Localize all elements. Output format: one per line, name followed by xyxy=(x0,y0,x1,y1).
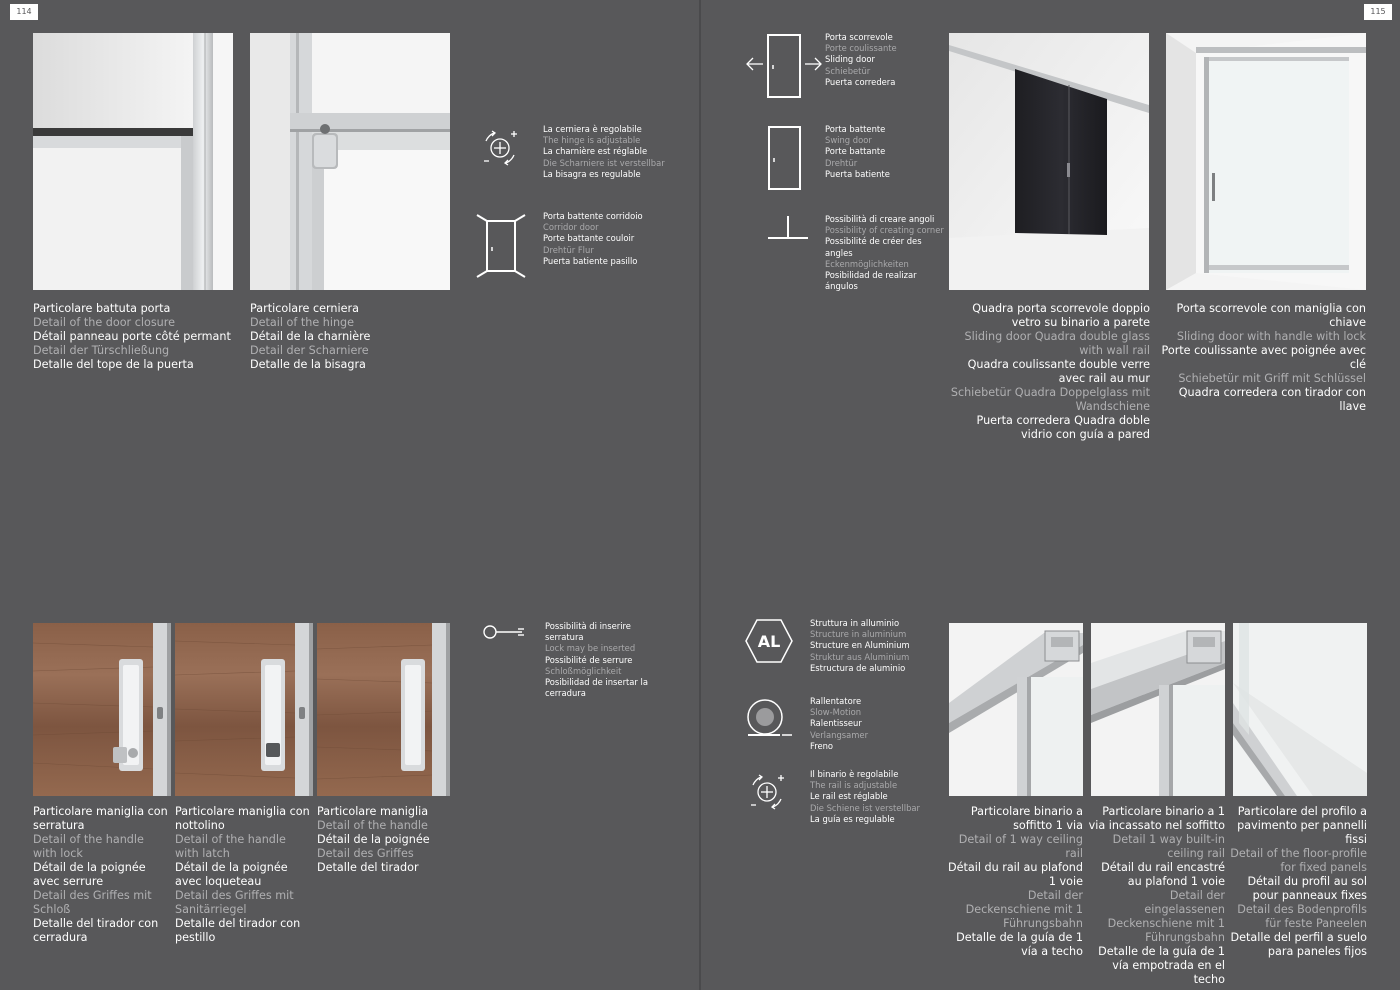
feature-line: Drehtür Flur xyxy=(543,244,594,255)
photo-handle xyxy=(317,623,450,796)
caption-line: Détail du rail encastré au plafond 1 voie xyxy=(1101,861,1225,888)
feature-line: Struttura in alluminio xyxy=(810,618,900,628)
page-number-left: 114 xyxy=(10,4,38,20)
feature-line: Puerta batiente pasillo xyxy=(543,255,638,266)
caption-line: Detail of the handle with latch xyxy=(175,833,286,860)
feature-line: Porta scorrevole xyxy=(825,32,893,42)
feature-line: Posibilidad de insertar la cerradura xyxy=(545,677,648,699)
slow-motion-icon xyxy=(744,697,794,743)
feature-lock xyxy=(545,621,665,699)
feature-line: Swing door xyxy=(825,135,872,146)
caption-line: Detail of the door closure xyxy=(33,316,175,329)
caption-line: Particolare cerniera xyxy=(250,302,359,315)
caption-line: Particolare maniglia con serratura xyxy=(33,805,168,832)
caption-line: Schiebetür Quadra Doppelglass mit Wandschiene xyxy=(950,386,1150,413)
feature-line: Drehtür xyxy=(825,157,858,168)
caption-line: Detail of the handle xyxy=(317,819,428,832)
feature-line: Die Scharniere ist verstellbar xyxy=(543,157,665,168)
feature-line: Porte battante xyxy=(825,146,886,157)
feature-line: The hinge is adjustable xyxy=(543,135,641,146)
photo-built-in-ceiling-rail xyxy=(1091,623,1225,796)
feature-line: La cerniera è regolabile xyxy=(543,124,642,134)
feature-sliding-door xyxy=(825,32,955,88)
page-number-right: 115 xyxy=(1364,4,1392,20)
caption-line: Detalle del tope de la puerta xyxy=(33,358,194,371)
photo-handle-with-latch xyxy=(175,623,313,796)
photo-floor-profile xyxy=(1233,623,1367,796)
feature-line: Sliding door xyxy=(825,54,875,65)
feature-line: Porta battente xyxy=(825,124,886,134)
caption-line: Particolare battuta porta xyxy=(33,302,171,315)
caption-line: Detalle del tirador xyxy=(317,861,419,874)
photo-ceiling-rail xyxy=(949,623,1083,796)
feature-line: Verlangsamer xyxy=(810,729,869,740)
caption-line: Detail der Scharniere xyxy=(250,344,369,357)
feature-swing-door xyxy=(825,124,955,180)
caption-line: Schiebetür mit Griff mit Schlüssel xyxy=(1178,372,1366,385)
feature-line: Porte coulissante xyxy=(825,43,897,54)
photo-handle-with-lock xyxy=(33,623,171,796)
sliding-door-icon xyxy=(745,33,823,103)
al-badge-text: AL xyxy=(757,632,781,651)
caption-floor-profile xyxy=(1228,805,1367,959)
photo-double-glass-sliding-door xyxy=(949,33,1149,290)
caption-line: Particolare maniglia con nottolino xyxy=(175,805,310,832)
feature-corners xyxy=(825,214,950,292)
photo-sliding-door-lock xyxy=(1166,33,1366,290)
caption-line: Detail der Türschließung xyxy=(33,344,170,357)
caption-line: Detail des Griffes xyxy=(317,847,414,860)
caption-line: Particolare binario a soffitto 1 via xyxy=(970,805,1083,832)
feature-line: Puerta corredera xyxy=(825,76,896,87)
caption-handle-with-latch xyxy=(175,805,313,945)
feature-line: Slow-Motion xyxy=(810,707,862,718)
feature-line: Le rail est réglable xyxy=(810,791,888,802)
caption-line: Quadra coulissante double verre avec rail au mur xyxy=(967,358,1150,385)
corridor-door-icon xyxy=(474,213,528,283)
caption-line: Porte coulissante avec poignée avec clé xyxy=(1161,344,1366,371)
caption-line: Detail des Bodenprofils für feste Paneelen xyxy=(1237,903,1367,930)
feature-line: Eckenmöglichkeiten xyxy=(825,258,909,269)
caption-line: Sliding door with handle with lock xyxy=(1176,330,1366,343)
feature-line: Possibilité de créer des angles xyxy=(825,236,922,258)
caption-sliding-door-lock xyxy=(1160,302,1366,414)
caption-line: Détail panneau porte côté permant xyxy=(33,330,231,343)
caption-line: Détail du rail au plafond 1 voie xyxy=(947,861,1083,888)
photo-door-closure xyxy=(33,33,233,290)
feature-line: Freno xyxy=(810,740,834,751)
caption-line: Detail of the hinge xyxy=(250,316,355,329)
feature-line: Possibilità di inserire serratura xyxy=(545,621,631,643)
feature-line: Posibilidad de realizar ángulos xyxy=(825,270,917,292)
hinge-adjust-icon xyxy=(478,127,522,171)
feature-line: Lock may be inserted xyxy=(545,643,636,654)
feature-line: Corridor door xyxy=(543,222,599,233)
feature-line: Schloßmöglichkeit xyxy=(545,665,622,676)
caption-line: Detail der Deckenschiene mit 1 Führungsbahn xyxy=(965,889,1083,930)
caption-door-closure xyxy=(33,302,243,372)
caption-line: Detalle del perfil a suelo para paneles fijos xyxy=(1230,931,1367,958)
caption-hinge xyxy=(250,302,450,372)
feature-line: Die Schiene ist verstellbar xyxy=(810,802,920,813)
feature-rail-adjustable xyxy=(810,769,940,825)
feature-line: Possibilità di creare angoli xyxy=(825,214,935,224)
caption-line: Detail 1 way built-in ceiling rail xyxy=(1112,833,1225,860)
caption-handle-with-lock xyxy=(33,805,171,945)
caption-line: Particolare del profilo a pavimento per pannelli fissi xyxy=(1237,805,1367,846)
caption-line: Detail of the floor-profile for fixed panels xyxy=(1230,847,1367,874)
caption-line: Détail du profil au sol pour panneaux fixes xyxy=(1247,875,1367,902)
caption-line: Particolare maniglia xyxy=(317,805,429,818)
feature-line: Structure en Aluminium xyxy=(810,640,910,651)
feature-line: Ralentisseur xyxy=(810,718,862,729)
caption-line: Particolare binario a 1 via incassato nel soffitto xyxy=(1088,805,1225,832)
feature-line: Possibilité de serrure xyxy=(545,654,633,665)
photo-hinge xyxy=(250,33,450,290)
caption-line: Detalle de la bisagra xyxy=(250,358,366,371)
feature-line: Porta battente corridoio xyxy=(543,211,643,221)
rail-adjust-icon xyxy=(745,771,789,815)
key-icon xyxy=(482,624,528,646)
feature-line: Structure in aluminium xyxy=(810,629,907,640)
feature-line: La guía es regulable xyxy=(810,813,895,824)
caption-double-glass-sliding-door xyxy=(944,302,1150,442)
feature-line: The rail is adjustable xyxy=(810,780,898,791)
caption-line: Detail of 1 way ceiling rail xyxy=(958,833,1083,860)
feature-line: Il binario è regolabile xyxy=(810,769,899,779)
feature-line: Rallentatore xyxy=(810,696,862,706)
caption-line: Detail des Griffes mit Sanitärriegel xyxy=(175,889,294,916)
feature-aluminium xyxy=(810,618,940,674)
feature-line: La bisagra es regulable xyxy=(543,168,641,179)
caption-line: Puerta corredera Quadra doble vidrio con guía a pared xyxy=(976,414,1150,441)
caption-line: Quadra corredera con tirador con llave xyxy=(1178,386,1366,413)
caption-line: Détail de la poignée avec loqueteau xyxy=(175,861,288,888)
caption-line: Detalle de la guía de 1 vía empotrada en el techo xyxy=(1098,945,1225,986)
caption-line: Detalle de la guía de 1 vía a techo xyxy=(956,931,1083,958)
caption-ceiling-rail xyxy=(944,805,1083,959)
feature-line: Estructura de aluminio xyxy=(810,662,906,673)
feature-line: Schiebetür xyxy=(825,65,871,76)
feature-hinge-adjustable xyxy=(543,124,683,180)
feature-corridor-door xyxy=(543,211,683,267)
feature-line: Possibility of creating corner xyxy=(825,225,944,236)
caption-line: Détail de la charnière xyxy=(250,330,371,343)
caption-handle xyxy=(317,805,450,875)
page-gutter xyxy=(699,0,701,990)
swing-door-icon xyxy=(767,125,803,195)
feature-line: Porte battante couloir xyxy=(543,233,635,244)
caption-line: Sliding door Quadra double glass with wall rail xyxy=(964,330,1150,357)
feature-line: Puerta batiente xyxy=(825,168,890,179)
caption-built-in-ceiling-rail xyxy=(1086,805,1225,987)
caption-line: Détail de la poignée avec serrure xyxy=(33,861,146,888)
caption-line: Detail des Griffes mit Schloß xyxy=(33,889,152,916)
caption-line: Détail de la poignée xyxy=(317,833,430,846)
caption-line: Detail of the handle with lock xyxy=(33,833,144,860)
feature-slow-motion xyxy=(810,696,940,752)
aluminium-icon xyxy=(744,618,794,668)
feature-line: La charnière est réglable xyxy=(543,146,648,157)
caption-line: Detail der eingelassenen Deckenschiene mit 1 Führungsbahn xyxy=(1107,889,1225,944)
feature-line: Struktur aus Aluminium xyxy=(810,651,910,662)
caption-line: Detalle del tirador con pestillo xyxy=(175,917,301,944)
caption-line: Detalle del tirador con cerradura xyxy=(33,917,159,944)
caption-line: Quadra porta scorrevole doppio vetro su binario a parete xyxy=(972,302,1150,329)
corner-icon xyxy=(766,214,810,246)
caption-line: Porta scorrevole con maniglia con chiave xyxy=(1176,302,1366,329)
